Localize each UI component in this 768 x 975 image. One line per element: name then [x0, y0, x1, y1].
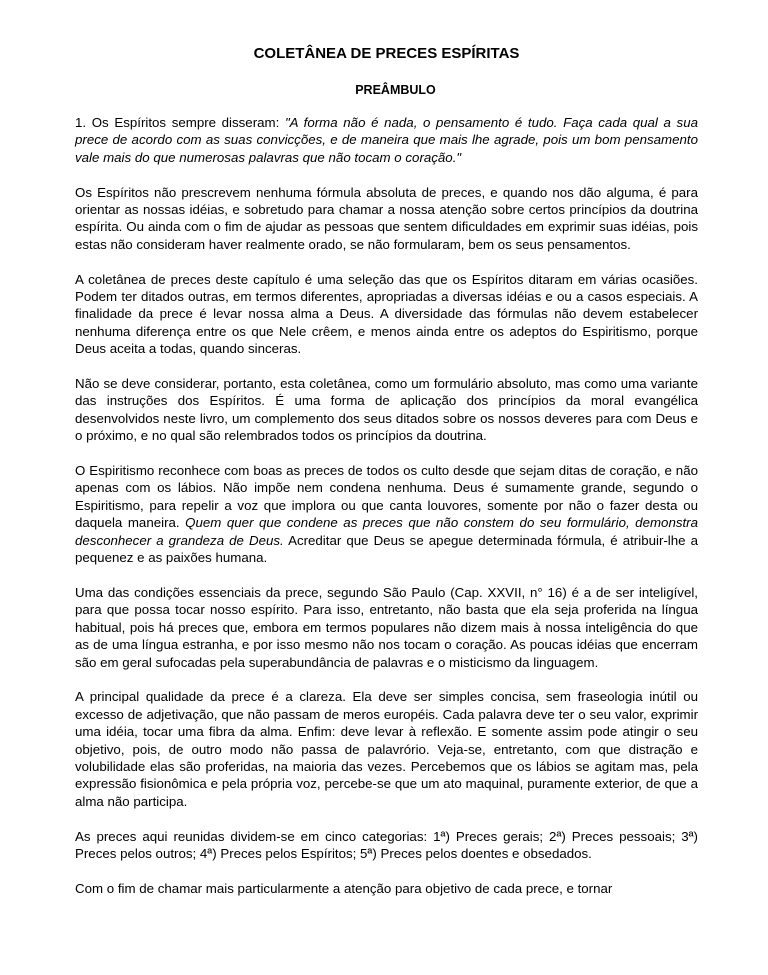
document-title: COLETÂNEA DE PRECES ESPÍRITAS	[253, 45, 520, 62]
document-body	[75, 114, 698, 897]
paragraph-2: Os Espíritos não prescrevem nenhuma fórmula absoluta de preces, e quando nos dão alguma, é para orientar as nossas idéias, e sobretudo para chamar a nossa atenção sobre certos princípios da doutrina espírita. Ou ainda com o fim de ajudar as pessoas que sentem dificuldades em exprimir suas idéias, pois estas não consideram haver realmente orado, se não formularam, bem os seus pensamentos.	[75, 184, 698, 252]
paragraph-1-lead: 1. Os Espíritos sempre disseram:	[75, 115, 285, 130]
section-heading: PREÂMBULO	[355, 83, 436, 97]
paragraph-3: A coletânea de preces deste capítulo é uma seleção das que os Espíritos ditaram em várias ocasiões. Podem ter ditados outras, em termos diferentes, apropriadas a diversas idéias e ou a casos especiais. A finalidade da prece é levar nossa alma a Deus. A diversidade das fórmulas não devem estabelecer nenhuma diferença entre os que Nele crêem, e menos ainda entre os adeptos do Espiritismo, porque Deus aceita a todas, quando sinceras.	[75, 271, 698, 357]
paragraph-5-italic: Quem quer que condene as preces que não constem do seu formulário, demonstra desconhecer a grandeza de Deus.	[75, 515, 699, 548]
paragraph-6: Uma das condições essenciais da prece, segundo São Paulo (Cap. XXVII, n° 16) é a de ser inteligível, para que possa tocar nosso espírito. Para isso, entretanto, não basta que ela seja proferida na língua habitual, pois há preces que, embora em termos populares não dizem mais à nossa inteligência do que as de uma língua estranha, e por isso mesmo não nos tocam o coração. As poucas idéias que encerram são em geral sufocadas pela superabundância de palavras e o misticismo da linguagem.	[75, 584, 698, 670]
paragraph-5-lead: O Espiritismo reconhece com boas as preces de todos os culto desde que sejam ditas de coração, e não apenas com os lábios. Não impõe nem condena nenhuma. Deus é sumamente grande, segundo o Espiritismo, para repelir a voz que implora ou que canta louvores, somente por não o fazer desta ou daquela maneira.	[75, 463, 698, 531]
paragraph-1	[75, 114, 698, 166]
paragraph-4: Não se deve considerar, portanto, esta coletânea, como um formulário absoluto, mas como uma variante das instruções dos Espíritos. É uma forma de aplicação dos princípios da moral evangélica desenvolvidos neste livro, um complemento dos seus ditados sobre os nossos deveres para com Deus e o próximo, e no qual são relembrados todos os princípios da doutrina.	[75, 376, 698, 444]
paragraph-8: As preces aqui reunidas dividem-se em cinco categorias: 1ª) Preces gerais; 2ª) Preces pessoais; 3ª) Preces pelos outros; 4ª) Preces pelos Espíritos; 5ª) Preces pelos doentes e obsedados.	[75, 828, 698, 861]
paragraph-1-quote: "A forma não é nada, o pensamento é tudo. Faça cada qual a sua prece de acordo com as suas convicções, e de maneira que mais lhe agrade, pois um bom pensamento vale mais do que numerosas palavras que não tocam o coração."	[75, 115, 698, 165]
paragraph-9: Com o fim de chamar mais particularmente a atenção para objetivo de cada prece, e tornar	[75, 880, 613, 896]
paragraph-5-tail: Acreditar que Deus se apegue determinada fórmula, é atribuir-lhe a pequenez e as paixões humana.	[75, 532, 698, 566]
paragraph-5	[75, 462, 698, 566]
paragraph-7: A principal qualidade da prece é a clareza. Ela deve ser simples concisa, sem fraseologia inútil ou excesso de adjetivação, que não passam de meros européis. Cada palavra deve ter o seu valor, exprimir uma idéia, tocar uma fibra da alma. Enfim: deve levar à reflexão. E somente assim pode atingir o seu objetivo, pois, de outro modo não passa de palavrório. Veja-se, entretanto, com que distração e volubilidade elas são proferidas, na maioria das vezes. Percebemos que os lábios se agitam mas, pela expressão fisionômica e pela própria voz, percebe-se que um ato maquinal, puramente exterior, de que a alma não participa.	[75, 689, 698, 809]
